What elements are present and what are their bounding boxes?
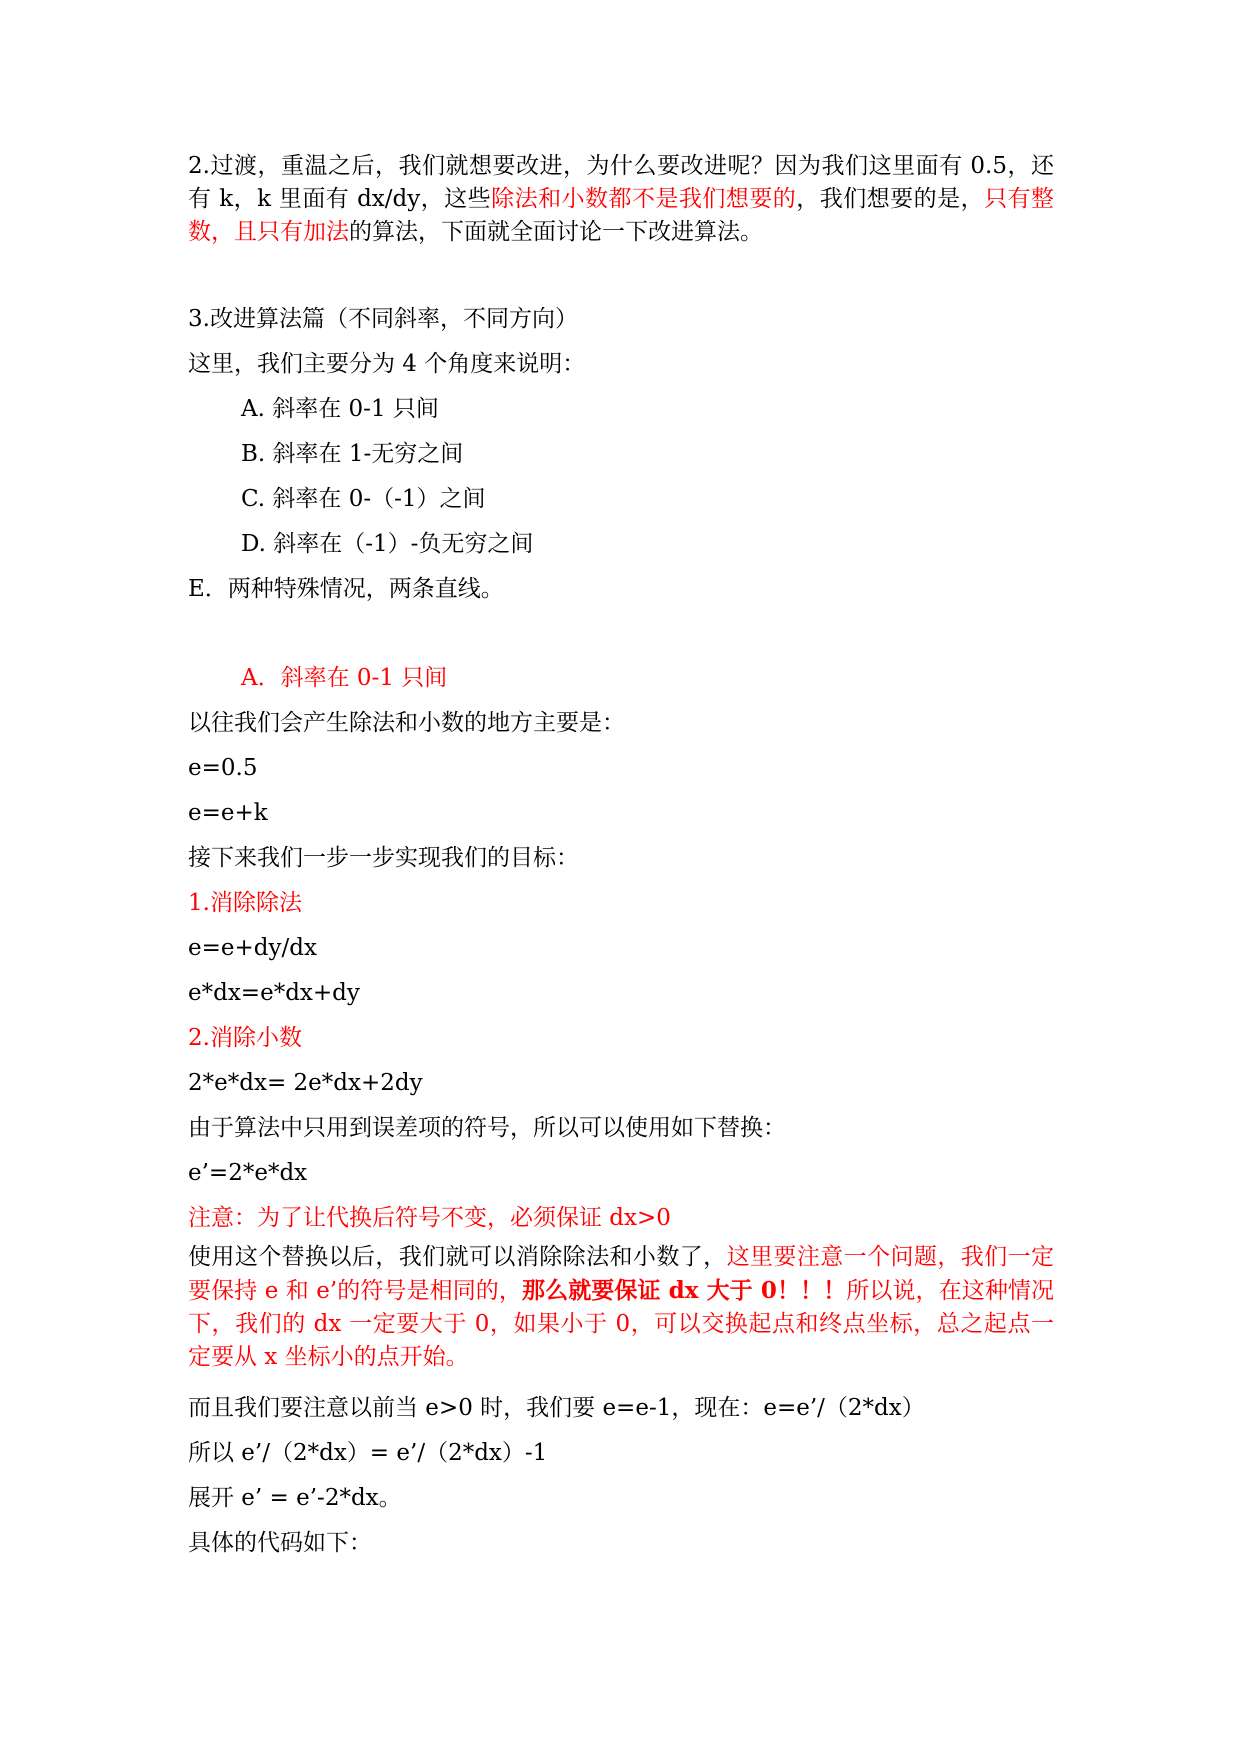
e-condition-line: 而且我们要注意以前当 e>0 时，我们要 e=e-1，现在：e=e’/（2*dx） (188, 1395, 925, 1421)
code-intro-line: 具体的代码如下： (188, 1530, 372, 1556)
section-2-red-text-2: 只有整数，且只有加法 (188, 186, 1055, 245)
step-1-title: 1.消除除法 (188, 890, 302, 916)
document-body (188, 150, 1054, 1566)
expanded-line: 展开 e’ = e’-2*dx。 (188, 1485, 402, 1511)
equation-step-2: 2*e*dx= 2e*dx+2dy (188, 1070, 423, 1096)
explanation-red-text-1: 这里要注意一个问题，我们一定要保持 e 和 e’的符号是相同的， (188, 1244, 1055, 1304)
derivation-line: 所以 e’/（2*dx）= e’/（2*dx）-1 (188, 1440, 548, 1466)
equation-e-update: e=e+k (188, 800, 268, 826)
explanation-text: 使用这个替换以后，我们就可以消除除法和小数了， (188, 1244, 727, 1270)
spacer (188, 612, 1054, 656)
spacer (188, 249, 1054, 297)
section-3-title: 3.改进算法篇（不同斜率，不同方向） (188, 306, 578, 332)
section-3-intro: 这里，我们主要分为 4 个角度来说明： (188, 351, 586, 377)
equation-step-1b: e*dx=e*dx+dy (188, 980, 360, 1006)
case-c: C. 斜率在 0-（-1）之间 (241, 486, 486, 512)
section-a-lead: 以往我们会产生除法和小数的地方主要是： (188, 710, 625, 736)
section-2-text-2: ，我们想要的是， (796, 186, 985, 212)
replacement-intro: 由于算法中只用到误差项的符号，所以可以使用如下替换： (188, 1115, 786, 1141)
explanation-bold-warning: 那么就要保证 dx 大于 0！！！ (522, 1277, 847, 1304)
case-a: A. 斜率在 0-1 只间 (241, 396, 439, 422)
section-2-paragraph (188, 150, 1054, 249)
note-line: 注意：为了让代换后符号不变，必须保证 dx>0 (188, 1205, 671, 1231)
equation-e-init: e=0.5 (188, 755, 258, 781)
spacer (188, 1374, 1054, 1386)
explanation-red-text-2: 所以说，在这种情况下，我们的 dx 一定要大于 0，如果小于 0，可以交换起点和终点坐标，总之起点一定要从 x 坐标小的点开始。 (188, 1278, 1055, 1370)
explanation-paragraph (188, 1241, 1054, 1374)
equation-step-1a: e=e+dy/dx (188, 935, 317, 961)
case-b: B. 斜率在 1-无穷之间 (241, 441, 464, 467)
section-2-text-1: 2.过渡，重温之后，我们就想要改进，为什么要改进呢？因为我们这里面有 0.5，还有 k，k 里面有 dx/dy，这些 (188, 153, 1054, 212)
section-2-red-text-1: 除法和小数都不是我们想要的 (491, 186, 797, 212)
case-e: E．两种特殊情况，两条直线。 (188, 576, 504, 602)
case-d: D. 斜率在（-1）-负无穷之间 (241, 531, 534, 557)
step-2-title: 2.消除小数 (188, 1025, 302, 1051)
section-a-heading: A．斜率在 0-1 只间 (241, 665, 448, 691)
steps-intro: 接下来我们一步一步实现我们的目标： (188, 845, 579, 871)
section-2-text-3: 的算法，下面就全面讨论一下改进算法。 (349, 219, 763, 245)
equation-replacement: e’=2*e*dx (188, 1160, 308, 1186)
